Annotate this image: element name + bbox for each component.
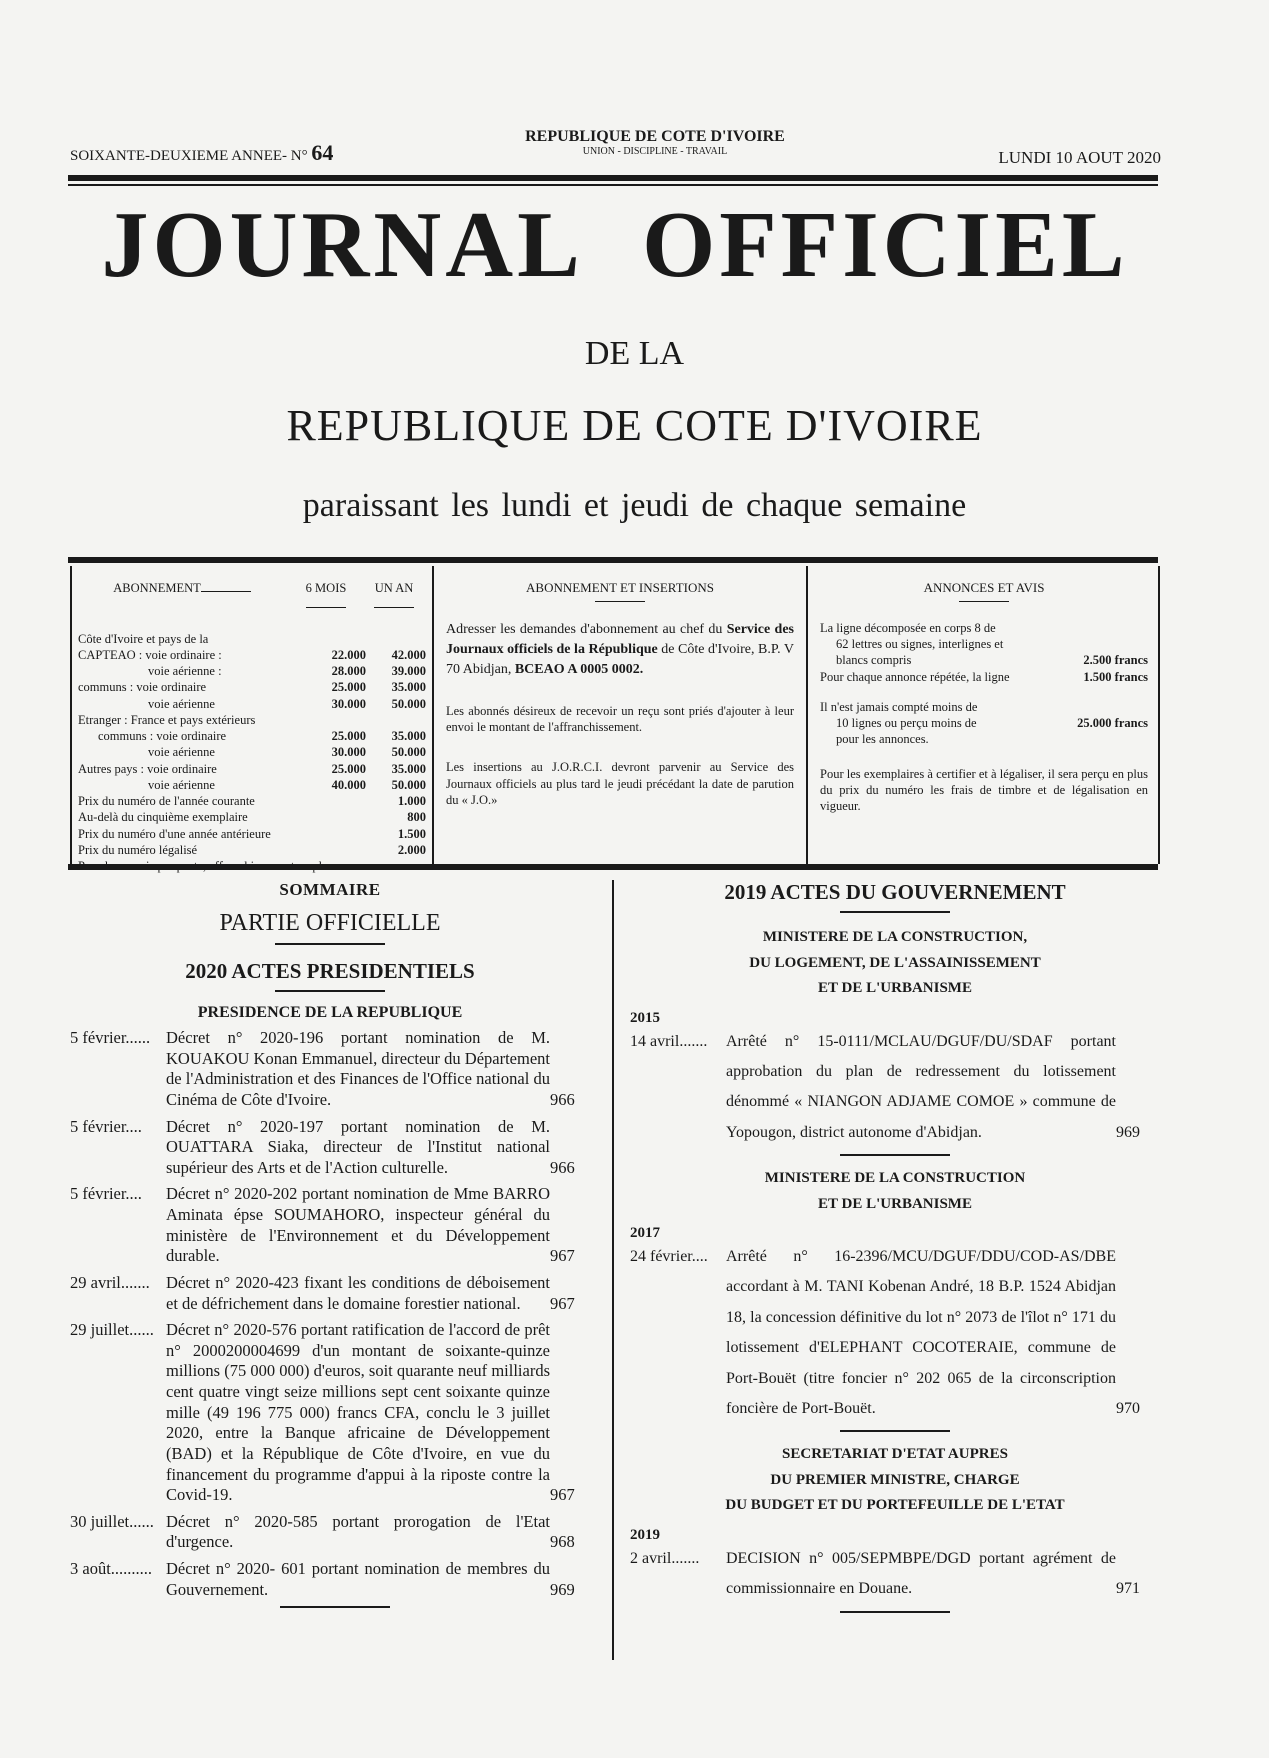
gouvernement-sections [630,925,1160,1613]
entry-page: 967 [550,1246,575,1266]
sommaire-entry [70,1028,590,1111]
entry-text: Arrêté n° 15-0111/MCLAU/DGUF/DU/SDAF portant approbation du plan de redressement du lotissement dénommé « NIANGON ADJAME COMOE » commune de Yopougon, district autonome d'Abidjan. [726,1032,1116,1141]
abonnement-row-6mois: 30.000 [331,696,366,711]
sommaire-entry [70,1273,590,1314]
abonnement-row [78,728,426,744]
annonces-l6: 10 lignes ou perçu moins de [836,716,977,731]
abonnement-row-label: Prix du numéro de l'année courante [78,794,255,808]
divider [275,990,385,992]
abonnement-row-1an: 39.000 [391,664,426,678]
issue-date: LUNDI 10 AOUT 2020 [998,148,1161,167]
abonnement-row-6mois [296,793,366,809]
ministere-line: DU BUDGET ET DU PORTEFEUILLE DE L'ETAT [725,1497,1065,1514]
sommaire-entry [70,1320,590,1506]
divider [840,1611,950,1613]
ministere-section [630,925,1160,1156]
abonnement-row-label: Prix du numéro d'une année antérieure [78,826,271,841]
annonces-l1: La ligne décomposée en corps 8 de [820,620,996,635]
ministere-section [630,1442,1160,1612]
entry-text: Décret n° 2020-576 portant ratification de l'accord de prêt n° 2000200004699 d'un montant de soixante-quinze millions (75 000 000) d'euros, soit quarante neuf milliards cent quatre vingt seize millions sept cent soixante quinze mille (49 196 775 000) francs CFA, conclu le 3 juillet 2020, entre la Banque africaine de Développement (BAD) et la République de Côte d'Ivoire, en vue du financement du programme d'appui à la riposte contre la Covid-19. [166,1320,550,1505]
annonces-l2: 62 lettres ou signes, interlignes et [836,637,1004,652]
abonnement-row-6mois: 25.000 [331,680,366,695]
abonnement-row-label: communs : voie ordinaire [98,729,227,743]
entry-page: 971 [1116,1580,1140,1598]
abonnement-header [78,580,426,613]
annonces-heading: ANNONCES ET AVIS [820,580,1148,602]
entry-text: Décret n° 2020-197 portant nomination de M. OUATTARA Siaka, directeur de l'Institut national supérieur des Arts et de l'Action culturelle. [166,1116,550,1177]
ministere-heading [630,1166,1160,1217]
abonnement-row-label: Prix du numéro légalisé [78,842,198,857]
insertions-column [432,566,808,864]
annonces-price2: 1.500 francs [1083,669,1148,684]
abonnement-row-label: Autres pays : voie ordinaire [78,761,217,776]
gouvernement-entry [630,1242,1160,1424]
sommaire-entry [70,1559,590,1600]
column-separator [612,880,614,1660]
sommaire-title: SOMMAIRE [279,880,381,899]
abonnement-row [78,744,426,760]
abonnement-row-label: voie aérienne : [148,664,222,678]
abonnement-row-6mois: 22.000 [331,647,366,662]
entry-date: 3 août.......... [70,1559,153,1578]
abonnement-row [78,793,426,809]
annonces-row1 [820,652,1148,668]
abonnement-row-label: voie aérienne [148,696,215,711]
entry-date: 5 février.... [70,1116,142,1136]
annonces-row2 [820,669,1148,685]
annonces-l3: blancs compris [836,653,912,668]
abonnement-row-1an: 800 [407,810,426,825]
divider [280,1606,390,1608]
abonnement-row-6mois: 30.000 [331,745,366,760]
abonnement-row [78,809,426,825]
annonces-l7: pour les annonces. [836,732,929,747]
entry-text: Décret n° 2020-585 portant prorogation de l'Etat d'urgence. [166,1511,550,1552]
abonnement-row [78,826,426,842]
entry-date: 5 février.... [70,1184,142,1204]
abonnement-row-6mois [296,842,366,858]
actes-gouvernement: 2019 ACTES DU GOUVERNEMENT [724,880,1066,904]
abonnement-row-label: Au-delà du cinquième exemplaire [78,810,248,825]
abonnement-row-1an: 1.000 [397,794,426,808]
ministere-line: DU LOGEMENT, DE L'ASSAINISSEMENT [749,954,1041,971]
annee-text: SOIXANTE-DEUXIEME ANNEE- N° [70,148,308,164]
abonnement-row [78,842,426,858]
abonnement-row-1an: 42.000 [391,647,426,662]
abonnement-row-1an: 50.000 [391,696,426,711]
entry-date: 24 février.... [630,1248,708,1266]
gouvernement-column [630,880,1160,1619]
abonnement-row-1an [366,712,426,728]
entry-page: 970 [1116,1400,1140,1418]
entry-date: 29 avril....... [70,1272,150,1292]
entry-page: 966 [550,1089,575,1109]
partie-officielle: PARTIE OFFICIELLE [219,910,441,936]
abonnement-row-label: voie aérienne [148,745,215,760]
gouvernement-entry [630,1544,1160,1605]
entry-date: 2 avril....... [630,1549,700,1567]
actes-presidentiels: 2020 ACTES PRESIDENTIELS [185,959,475,983]
entry-date: 30 juillet...... [70,1511,154,1531]
masthead-republique: REPUBLIQUE DE COTE D'IVOIRE [286,401,983,450]
annonces-legalisation: Pour les exemplaires à certifier et à légaliser, il sera perçu en plus du prix du numéro les frais de timbre et de légalisation en vigueur. [820,766,1148,814]
abonnement-row [78,679,426,695]
abonnement-row-1an: 35.000 [391,729,426,743]
abonnement-row [78,761,426,777]
box-bottom-rule [68,864,1158,870]
ministere-section [630,1166,1160,1432]
entry-date: 5 février...... [70,1028,151,1047]
ministere-line: MINISTERE DE LA CONSTRUCTION [764,1170,1026,1187]
insertions-heading: ABONNEMENT ET INSERTIONS [446,580,794,602]
col-1an: UN AN [366,580,422,613]
sommaire-column [70,880,590,1614]
ministere-heading [630,1442,1160,1519]
abonnement-row-label: voie aérienne [148,777,215,792]
annonces-price1: 2.500 francs [1083,653,1148,668]
divider [840,1430,950,1432]
entry-text: DECISION n° 005/SEPMBPE/DGD portant agrément de commissionnaire en Douane. [726,1549,1116,1598]
abonnement-row [78,777,426,793]
abonnement-row [78,647,426,663]
header-republic-name: REPUBLIQUE DE COTE D'IVOIRE [525,128,785,145]
annonces-price3: 25.000 francs [1077,716,1148,731]
entry-text: Arrêté n° 16-2396/MCU/DGUF/DDU/COD-AS/DBE accordant à M. TANI Kobenan André, 18 B.P. 1524 Abidjan 18, la concession définitive du lot n° 2073 de l'îlot n° 171 du lotissement d'ELEPHANT COCOTERAIE, commune de Port-Bouët (titre foncier n° 202 065 de la circonscription foncière de Port-Bouët. [726,1248,1116,1418]
presidential-entries [70,1028,590,1600]
entry-year: 2019 [630,1526,660,1543]
entry-text: Décret n° 2020-196 portant nomination de M. KOUAKOU Konan Emmanuel, directeur du Département de l'Administration et des Finances de l'Office national du Cinéma de Côte d'Ivoire. [166,1028,550,1109]
entry-date: 29 juillet...... [70,1320,154,1340]
masthead-title: JOURNAL OFFICIEL [101,193,1129,297]
entry-year: 2017 [630,1225,660,1242]
header-motto: UNION - DISCIPLINE - TRAVAIL [582,146,728,157]
insertions-recu: Les abonnés désireux de recevoir un reçu sont priés d'ajouter à leur envoi le montant de l'affranchissement. [446,703,794,735]
entry-page: 969 [550,1579,575,1599]
abonnement-row-1an: 50.000 [391,745,426,760]
entry-page: 967 [550,1485,575,1505]
abonnement-row-1an: 1.500 [397,826,426,841]
abonnement-row-6mois: 28.000 [331,664,366,678]
abonnement-row-1an: 2.000 [397,842,426,857]
abonnement-row-1an: 50.000 [391,777,426,792]
divider [840,911,950,913]
presidence-heading: PRESIDENCE DE LA REPUBLIQUE [197,1004,463,1021]
divider [275,943,385,945]
abonnement-row [78,696,426,712]
abonnement-row-6mois: 25.000 [331,761,366,776]
sommaire-entry [70,1512,590,1553]
abonnement-row-1an: 35.000 [391,680,426,695]
issue-number: 64 [311,140,334,165]
annonces-l4: Pour chaque annonce répétée, la ligne [820,669,1010,684]
ministere-heading [630,925,1160,1002]
abonnement-row-6mois [296,826,366,842]
ministere-line: MINISTERE DE LA CONSTRUCTION, [762,929,1028,945]
header-rule [68,175,1158,181]
ministere-line: DU PREMIER MINISTRE, CHARGE [770,1471,1020,1488]
divider [840,1154,950,1156]
entry-text: Décret n° 2020- 601 portant nomination de membres du Gouvernement. [166,1559,550,1599]
annonces-l5: Il n'est jamais compté moins de [820,699,978,714]
abonnement-heading: ABONNEMENT [78,580,286,613]
entry-text: Décret n° 2020-423 fixant les conditions de déboisement et de défrichement dans le domaine forestier national. [166,1272,550,1313]
masthead-de-la: DE LA [584,335,685,372]
box-top-rule [68,557,1158,563]
abonnement-row-label: Etranger : France et pays extérieurs [78,712,256,727]
abonnement-row-6mois: 40.000 [331,777,366,792]
entry-text: Décret n° 2020-202 portant nomination de Mme BARRO Aminata épse SOUMAHORO, inspecteur général du ministère de l'Environnement et du Développement durable. [166,1184,550,1266]
annonces-row3 [820,715,1148,731]
ministere-line: ET DE L'URBANISME [818,980,972,996]
abonnement-row-6mois: 25.000 [331,729,366,743]
annonces-column [810,566,1158,864]
entry-page: 969 [1116,1123,1140,1141]
entry-page: 966 [550,1157,575,1177]
abonnement-row-1an: 35.000 [391,761,426,776]
subscription-box [70,566,1160,864]
header-republic [470,128,840,157]
entry-year: 2015 [630,1009,660,1026]
ministere-line: ET DE L'URBANISME [818,1195,972,1212]
header-rule-thin [68,184,1158,186]
insertions-address: Adresser les demandes d'abonnement au chef du Service des Journaux officiels de la République de Côte d'Ivoire, B.P. V 70 Abidjan, BCEAO A 0005 0002. [446,621,794,678]
abonnement-row-label: communs : voie ordinaire [78,680,207,695]
abonnement-rows [78,647,426,875]
col-6mois: 6 MOIS [286,580,366,613]
sommaire-entry [70,1184,590,1267]
year-number-label [70,140,333,166]
entry-page: 968 [550,1532,575,1552]
abonnement-row-6mois [296,809,366,825]
masthead-parution: paraissant les lundi et jeudi de chaque semaine [302,487,967,524]
abonnement-row-6mois [296,712,366,728]
entry-page: 967 [550,1293,575,1313]
sommaire-entry [70,1117,590,1179]
abonnement-row [78,712,426,728]
abonnement-row [78,663,426,679]
insertions-delai: Les insertions au J.O.R.C.I. devront parvenir au Service des Journaux officiels au plus tard le jeudi précédant la date de parution du « J.O.» [446,760,794,807]
abonnement-column [72,566,432,864]
abonnement-intro: Côte d'Ivoire et pays de la [78,631,209,646]
gouvernement-entry [630,1027,1160,1149]
entry-date: 14 avril....... [630,1032,708,1050]
ministere-line: SECRETARIAT D'ETAT AUPRES [782,1446,1008,1463]
abonnement-row-label: CAPTEAO : voie ordinaire : [78,647,222,662]
